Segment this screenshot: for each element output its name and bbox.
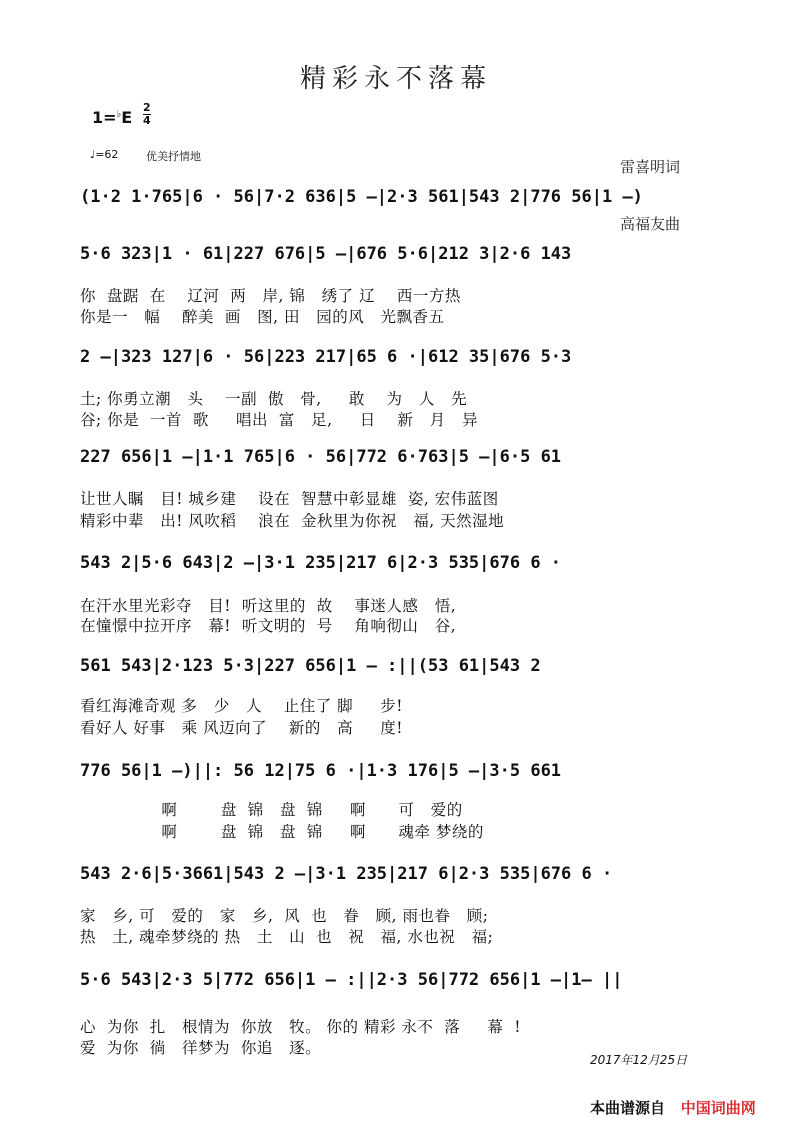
lyric-line-8a: 家 乡, 可 爱的 家 乡, 风 也 眷 顾, 雨也眷 顾; (80, 907, 489, 925)
lyric-line-7b: 啊 盘 锦 盘 锦 啊 魂牵 梦绕的 (80, 823, 484, 841)
lyric-line-2a: 你 盘踞 在 辽河 两 岸, 锦 绣了 辽 西一方热 (80, 287, 461, 305)
lyric-line-7a: 啊 盘 锦 盘 锦 啊 可 爱的 (80, 801, 463, 819)
lyric-line-3a: 土; 你勇立潮 头 一副 傲 骨, 敢 为 人 先 (80, 390, 468, 408)
lyric-line-6b: 看好人 好事 乘 风迈向了 新的 高 度! (80, 719, 403, 737)
staff-line-8: 543 2·6|5·3661|543 2 –|3·1 235|217 6|2·3 535|676 6 · (80, 864, 613, 884)
time-signature-top: 2 (143, 101, 151, 114)
composer: 高福友曲 (620, 215, 681, 233)
staff-line-4: 227 656|1 –|1·1 765|6 · 56|772 6·763|5 –|6·5 61 (80, 447, 562, 467)
source-prefix: 本曲谱源自 (590, 1099, 666, 1117)
lyric-line-8b: 热 土, 魂牵梦绕的 热 土 山 也 祝 福, 水也祝 福; (80, 928, 494, 946)
lyric-line-2b: 你是一 幅 醉美 画 图, 田 园的风 光飘香五 (80, 308, 445, 326)
source-site: 中国词曲网 (680, 1099, 756, 1117)
flat-symbol: ♭ (116, 109, 122, 120)
staff-line-7: 776 56|1 –)||: 56 12|75 6 ·|1·3 176|5 –|3·5 661 (80, 761, 562, 781)
time-signature-bottom: 4 (143, 114, 151, 127)
staff-line-6: 561 543|2·123 5·3|227 656|1 – :||(53 61|543 2 (80, 656, 541, 676)
lyric-line-4b: 精彩中辈 出! 风吹稻 浪在 金秋里为你祝 福, 天然湿地 (80, 512, 505, 530)
source-note (590, 1097, 756, 1118)
lyric-line-5a: 在汗水里光彩夺 目! 听这里的 故 事迷人感 悟, (80, 597, 457, 615)
score-title: 精彩永不落幕 (299, 64, 492, 94)
key-note: E (121, 108, 133, 127)
expression-mark: 优美抒情地 (146, 150, 201, 163)
lyricist: 雷喜明词 (620, 158, 681, 176)
lyric-line-5b: 在憧憬中拉开序 幕! 听文明的 号 角响彻山 谷, (80, 617, 457, 635)
lyric-line-9a: 心 为你 扎 根情为 你放 牧。 你的 精彩 永不 落 幕 ! (80, 1018, 521, 1036)
time-signature (143, 102, 151, 127)
lyric-line-4a: 让世人瞩 目! 城乡建 设在 智慧中彰显雄 姿, 宏伟蓝图 (80, 490, 499, 508)
staff-line-1: (1·2 1·765|6 · 56|7·2 636|5 –|2·3 561|543 2|776 56|1 –) (80, 187, 643, 207)
lyric-line-6a: 看红海滩奇观 多 少 人 止住了 脚 步! (80, 697, 403, 715)
key-prefix: 1= (92, 108, 117, 127)
date: 2017年12月25日 (590, 1053, 688, 1067)
tempo-mark: ♩=62 (90, 148, 119, 161)
staff-line-9: 5·6 543|2·3 5|772 656|1 – :||2·3 56|772 656|1 –|1– || (80, 970, 623, 990)
lyric-line-3b: 谷; 你是 一首 歌 唱出 富 足, 日 新 月 异 (80, 411, 478, 429)
staff-line-5: 543 2|5·6 643|2 –|3·1 235|217 6|2·3 535|676 6 · (80, 553, 562, 573)
staff-line-3: 2 –|323 127|6 · 56|223 217|65 6 ·|612 35|676 5·3 (80, 347, 572, 367)
lyric-line-9b: 爱 为你 徜 徉梦为 你追 逐。 (80, 1039, 322, 1057)
key-signature (92, 108, 132, 127)
staff-line-2: 5·6 323|1 · 61|227 676|5 –|676 5·6|212 3|2·6 143 (80, 244, 572, 264)
